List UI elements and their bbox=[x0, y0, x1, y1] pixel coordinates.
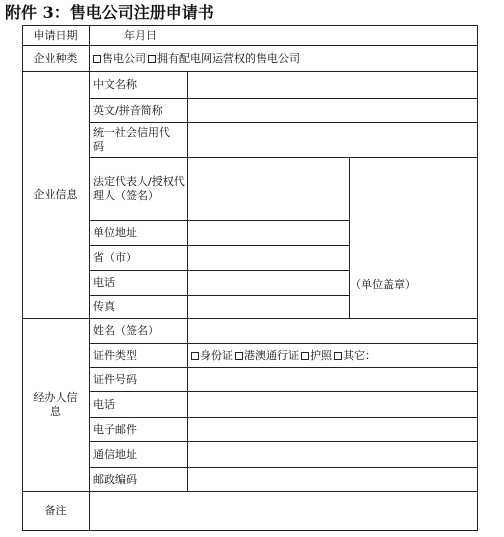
phone-input[interactable] bbox=[188, 271, 349, 295]
id-type-option-hk-macau-pass[interactable]: 港澳通行证 bbox=[235, 349, 299, 363]
field-label-handler-name: 姓名（签名） bbox=[93, 324, 159, 337]
checkbox-icon[interactable] bbox=[191, 352, 199, 360]
english-abbr-input[interactable] bbox=[188, 99, 477, 122]
handler-info-section-label: 经办人信 息 bbox=[33, 391, 78, 418]
registration-form bbox=[22, 25, 478, 531]
id-type-options bbox=[191, 344, 475, 367]
handler-name-input[interactable] bbox=[188, 319, 477, 343]
fax-input[interactable] bbox=[188, 296, 349, 318]
field-label-handler-phone: 电话 bbox=[93, 397, 115, 411]
field-label-fax: 传真 bbox=[93, 300, 115, 313]
field-label-credit-code: 统一社会信用代码 bbox=[93, 126, 170, 153]
field-label-id-number: 证件号码 bbox=[93, 372, 137, 386]
field-label-address: 单位地址 bbox=[93, 226, 137, 239]
checkbox-icon[interactable] bbox=[148, 55, 156, 63]
checkbox-icon[interactable] bbox=[235, 352, 243, 360]
company-seal-area: （单位盖章） bbox=[350, 278, 416, 291]
company-type-option-grid-operator[interactable]: 拥有配电网运营权的售电公司 bbox=[148, 52, 300, 66]
field-label-phone: 电话 bbox=[93, 276, 115, 289]
id-type-option-passport[interactable]: 护照 bbox=[301, 349, 332, 363]
remarks-label: 备注 bbox=[44, 504, 67, 517]
checkbox-icon[interactable] bbox=[301, 352, 309, 360]
field-label-english-abbr: 英文/拼音简称 bbox=[93, 103, 163, 117]
id-number-input[interactable] bbox=[188, 368, 477, 391]
field-label-province: 省（市） bbox=[93, 251, 137, 264]
id-type-option-other[interactable]: 其它： bbox=[334, 349, 376, 363]
page-title: 附件 3：售电公司注册申请书 bbox=[5, 3, 214, 22]
chinese-name-input[interactable] bbox=[188, 72, 477, 98]
field-label-chinese-name: 中文名称 bbox=[93, 78, 137, 91]
apply-date-label: 申请日期 bbox=[33, 28, 78, 42]
company-info-section-label: 企业信息 bbox=[33, 188, 78, 201]
field-label-legal-rep: 法定代表人/授权代理人（签名） bbox=[93, 175, 185, 202]
field-label-mailing-address: 通信地址 bbox=[93, 447, 137, 461]
id-type-option-id-card[interactable]: 身份证 bbox=[191, 349, 233, 363]
field-label-email: 电子邮件 bbox=[93, 422, 137, 436]
credit-code-input[interactable] bbox=[188, 123, 477, 157]
postal-code-input[interactable] bbox=[188, 468, 477, 491]
company-type-options bbox=[93, 46, 473, 71]
company-type-option-retailer[interactable]: 售电公司 bbox=[93, 52, 146, 66]
apply-date-field[interactable]: 年月日 bbox=[124, 28, 157, 42]
handler-phone-input[interactable] bbox=[188, 392, 477, 417]
address-input[interactable] bbox=[188, 221, 349, 245]
company-type-label: 企业种类 bbox=[33, 51, 78, 65]
checkbox-icon[interactable] bbox=[93, 55, 101, 63]
field-label-postal-code: 邮政编码 bbox=[93, 472, 137, 486]
field-label-id-type: 证件类型 bbox=[93, 348, 137, 362]
email-input[interactable] bbox=[188, 418, 477, 441]
province-input[interactable] bbox=[188, 246, 349, 270]
checkbox-icon[interactable] bbox=[334, 352, 342, 360]
legal-rep-input[interactable] bbox=[188, 158, 349, 220]
mailing-address-input[interactable] bbox=[188, 442, 477, 467]
remarks-input[interactable] bbox=[90, 492, 477, 530]
